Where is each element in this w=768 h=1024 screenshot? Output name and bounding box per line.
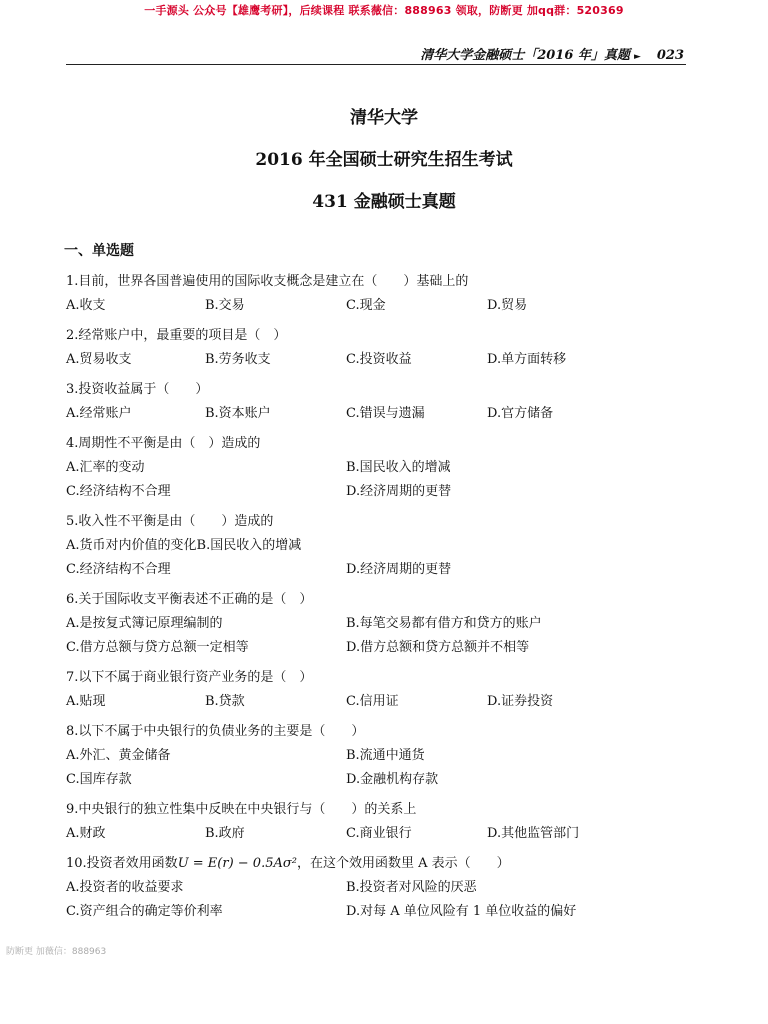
option-b: B.投资者对风险的厌恶 [346,880,477,895]
option-row [66,900,706,924]
arrow-icon: ► [633,52,641,62]
option-d: D.贸易 [487,298,528,313]
running-header [420,44,684,63]
option-a: A.贸易收支 [66,352,132,367]
stem-suffix: ，在这个效用函数里 A 表示（ ） [296,856,510,871]
option-d: D.经济周期的更替 [346,562,452,577]
option-b: B.国民收入的增减 [346,460,451,475]
option-b: B.政府 [205,826,245,841]
option-b: B.国民收入的增减 [196,538,302,553]
question-stem: 3.投资收益属于（ ） [66,382,209,397]
option-c: C.错误与遗漏 [346,406,425,421]
option-a: A.财政 [66,826,106,841]
option-c: C.商业银行 [346,826,412,841]
title-university: 清华大学 [350,108,418,128]
option-c: C.投资收益 [346,352,412,367]
option-row [66,612,706,636]
stem-prefix: 10.投资者效用函数 [66,856,178,871]
option-row [66,690,706,714]
option-row [66,636,706,660]
option-b: B.贷款 [205,694,245,709]
option-row [66,534,706,558]
utility-formula: U = E(r) − 0.5Aσ² [177,856,297,871]
watermark-banner: 一手源头 公众号【雄鹰考研】，后续课程 联系薇信：888963 领取，防断更 加qq群：520369 [144,4,624,17]
option-a: A.货币对内价值的变化 [66,538,197,553]
option-d: D.借方总额和贷方总额并不相等 [346,640,530,655]
question-stem: 6.关于国际收支平衡表述不正确的是（ ） [66,592,313,607]
section-heading: 一、单选题 [64,243,134,259]
option-d: D.证券投资 [487,694,554,709]
option-row [66,456,706,480]
question-stem: 8.以下不属于中央银行的负债业务的主要是（ ） [66,724,365,739]
title-block [0,108,768,212]
option-d: D.金融机构存款 [346,772,439,787]
option-row [66,822,706,846]
question-4 [66,432,706,504]
option-d: D.官方储备 [487,406,554,421]
option-b: B.流通中通货 [346,748,425,763]
option-c: C.借方总额与贷方总额一定相等 [66,640,249,655]
option-d: D.单方面转移 [487,352,567,367]
running-header-title: 清华大学金融硕士「2016 年」真题 [420,48,630,63]
option-c: C.资产组合的确定等价利率 [66,904,223,919]
header-rule [66,64,686,65]
title-paper: 431 金融硕士真题 [312,192,456,212]
option-c: C.国库存款 [66,772,132,787]
option-a: A.投资者的收益要求 [66,880,184,895]
question-stem: 9.中央银行的独立性集中反映在中央银行与（ ）的关系上 [66,802,417,817]
question-5 [66,510,706,582]
option-b: B.交易 [205,298,245,313]
option-c: C.经济结构不合理 [66,562,171,577]
option-a: A.是按复式簿记原理编制的 [66,616,223,631]
option-row [66,768,706,792]
question-1 [66,270,706,318]
option-b: B.每笔交易都有借方和贷方的账户 [346,616,542,631]
side-watermark: 防断更 加薇信：888963 [6,947,107,957]
option-d: D.其他监管部门 [487,826,580,841]
option-a: A.收支 [66,298,106,313]
question-7 [66,666,706,714]
option-row [66,348,706,372]
option-a: A.贴现 [66,694,106,709]
question-stem [66,852,706,876]
question-stem: 5.收入性不平衡是由（ ）造成的 [66,514,274,529]
page-number: 023 [656,48,684,63]
question-2 [66,324,706,372]
question-9 [66,798,706,846]
question-stem: 4.周期性不平衡是由（ ）造成的 [66,436,261,451]
question-list [66,270,706,930]
option-c: C.信用证 [346,694,399,709]
option-d: D.对每 A 单位风险有 1 单位收益的偏好 [346,904,577,919]
question-stem: 7.以下不属于商业银行资产业务的是（ ） [66,670,313,685]
option-row [66,480,706,504]
option-a: A.经常账户 [66,406,132,421]
option-row [66,294,706,318]
question-stem: 1.目前，世界各国普遍使用的国际收支概念是建立在（ ）基础上的 [66,274,469,289]
option-row [66,402,706,426]
option-row [66,744,706,768]
option-row [66,558,706,582]
option-b: B.资本账户 [205,406,271,421]
question-3 [66,378,706,426]
option-c: C.经济结构不合理 [66,484,171,499]
option-d: D.经济周期的更替 [346,484,452,499]
question-6 [66,588,706,660]
question-stem: 2.经常账户中，最重要的项目是（ ） [66,328,287,343]
option-a: A.外汇、黄金储备 [66,748,171,763]
option-row [66,876,706,900]
title-exam: 2016 年全国硕士研究生招生考试 [255,150,513,170]
option-a: A.汇率的变动 [66,460,145,475]
option-a-b-inline [66,534,301,558]
question-10 [66,852,706,924]
option-b: B.劳务收支 [205,352,271,367]
option-c: C.现金 [346,298,386,313]
question-8 [66,720,706,792]
